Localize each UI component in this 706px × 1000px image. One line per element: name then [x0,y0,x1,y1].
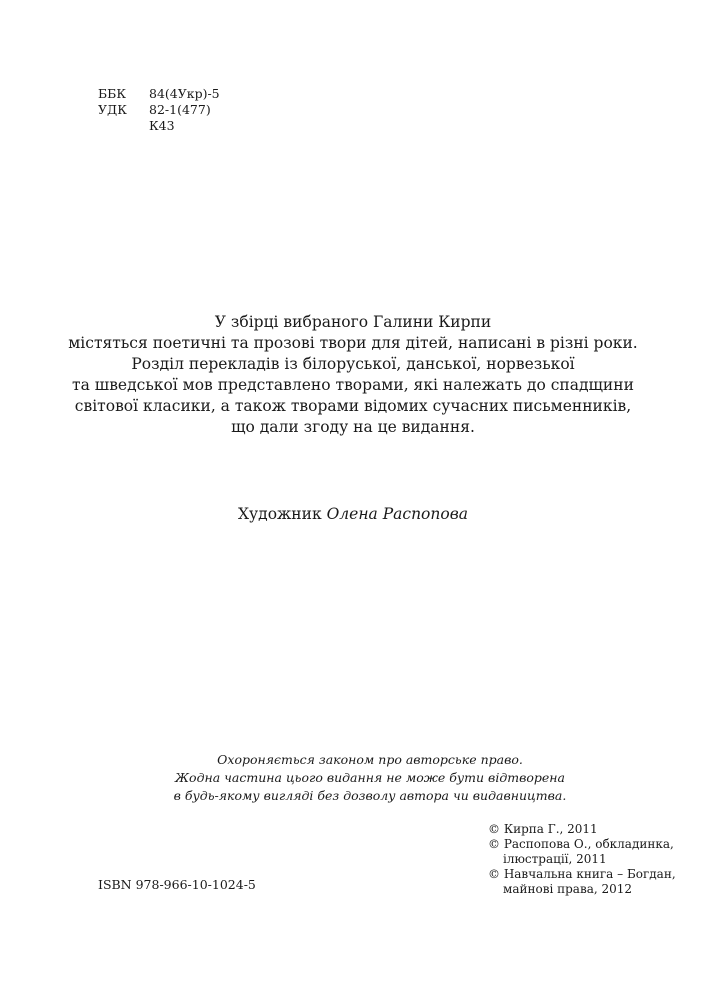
bbk-value: 84(4Укр)-5 [149,86,220,101]
udk-label: УДК [98,102,127,117]
artist-name: Олена Распопова [326,505,468,523]
classification-block [98,86,220,134]
artist-credit [0,504,706,525]
notice-line: Жодна частина цього видання не може бути відтворена [175,770,565,785]
author-sign-row [98,118,220,134]
udk-value: 82-1(477) [149,102,211,117]
bbk-row [98,86,220,102]
annotation [0,312,706,438]
notice-line: Охороняється законом про авторське право. [217,752,523,767]
artist-label: Художник [238,505,322,523]
author-sign: К43 [149,118,175,133]
copyright-lines [488,822,676,897]
copyright-publisher-cont: майнові права, 2012 [503,882,633,896]
annotation-line: світової класики, а також творами відомих сучасних письменників, [74,397,632,415]
bbk-label: ББК [98,86,127,101]
annotation-line: містяться поетичні та прозові твори для дітей, написані в різні роки. [68,334,638,352]
annotation-line: що дали згоду на це видання. [231,418,475,436]
isbn: ISBN 978-966-10-1024-5 [98,877,256,892]
copyright-publisher: © Навчальна книга – Богдан, [488,867,676,881]
annotation-line: Розділ перекладів із білоруської, данської, норвезької [131,355,575,373]
copyright-illustrator: © Распопова О., обкладинка, [488,837,674,851]
annotation-line: та шведської мов представлено творами, які належать до спадщини [72,376,634,394]
copyright-author: © Кирпа Г., 2011 [488,822,598,836]
notice-line: в будь-якому вигляді без дозволу автора чи видавництва. [173,788,567,803]
annotation-line: У збірці вибраного Галини Кирпи [214,313,492,331]
copyright-illustrator-cont: ілюстрації, 2011 [503,852,607,866]
udk-row [98,102,220,118]
copyright-notice [0,751,706,805]
